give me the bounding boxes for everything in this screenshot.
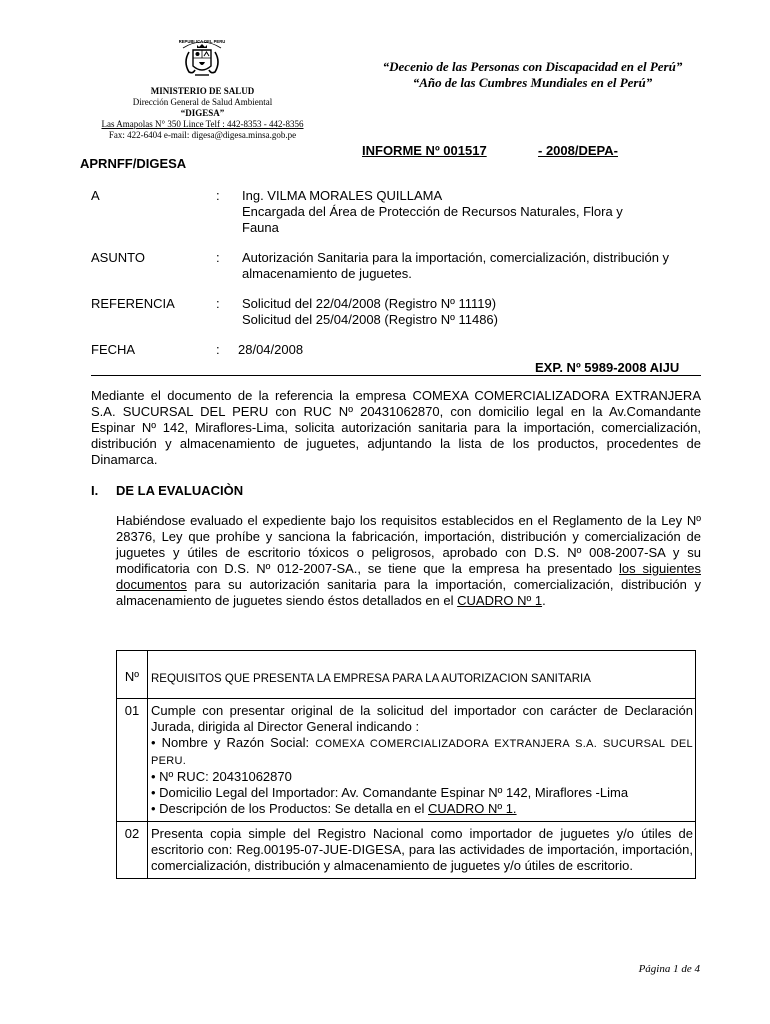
row-requirement-cell: [148, 699, 696, 822]
reference-list: [242, 296, 682, 328]
header-requirements-cell: REQUISITOS QUE PRESENTA LA EMPRESA PARA LA AUTORIZACION SANITARIA: [148, 651, 696, 699]
list-item-label: Domicilio Legal del Importador:: [159, 785, 339, 800]
page-number: Página 1 de 4: [638, 963, 700, 975]
requirements-table: [116, 650, 696, 879]
cuadro-reference: CUADRO Nº 1: [457, 593, 543, 608]
decade-motto: [355, 59, 710, 91]
list-item: • Nombre y Razón Social: COMEXA COMERCIALIZADORA EXTRANJERA S.A. SUCURSAL DEL PERU.: [151, 735, 693, 767]
date-label: FECHA: [91, 342, 136, 357]
seal-text: REPUBLICA DEL PERU: [178, 39, 226, 44]
peru-coat-of-arms-seal: [177, 34, 227, 84]
office-code: APRNFF/DIGESA: [80, 156, 187, 171]
table-row: [117, 699, 696, 822]
list-item: • Domicilio Legal del Importador: Av. Comandante Espinar Nº 142, Miraflores -Lima: [151, 785, 629, 800]
to-recipient: [242, 188, 662, 236]
agency-address: Las Amapolas N° 350 Lince Telf : 442-8353 - 442-8356: [101, 119, 304, 129]
agency-acronym: “DIGESA”: [180, 108, 225, 118]
to-label: A: [91, 188, 100, 203]
section-number: I.: [91, 483, 99, 498]
reference-item-2: Solicitud del 25/04/2008 (Registro Nº 11486): [242, 312, 498, 327]
subject-label: ASUNTO: [91, 250, 145, 265]
list-item-text: Descripción de los Productos: Se detalla en el: [159, 801, 428, 816]
to-colon: :: [216, 188, 220, 203]
list-item-text: Nº RUC: 20431062870: [159, 769, 292, 784]
table-header-row: [117, 651, 696, 699]
list-item-value: Av. Comandante Espinar Nº 142, Miraflores -Lima: [341, 785, 629, 800]
evaluation-paragraph: [116, 513, 701, 609]
recipient-position: Encargada del Área de Protección de Recursos Naturales, Flora y Fauna: [242, 204, 623, 235]
subject-text: Autorización Sanitaria para la importación, comercialización, distribución y almacenamiento de juguetes.: [242, 250, 670, 281]
directorate-name: Dirección General de Salud Ambiental: [132, 97, 273, 107]
list-item-value: COMEXA COMERCIALIZADORA EXTRANJERA S.A. SUCURSAL DEL PERU.: [151, 738, 693, 767]
recipient-name: Ing. VILMA MORALES QUILLAMA: [242, 188, 443, 203]
agency-fax-email: Fax: 422-6404 e-mail: digesa@digesa.minsa.gob.pe: [108, 130, 297, 140]
row1-intro: Cumple con presentar original de la solicitud del importador con carácter de Declaración Jurada, dirigida al Director General indicando :: [151, 703, 693, 734]
documents-link-text: los siguientes documentos: [116, 561, 701, 592]
header-number-cell: Nº: [117, 651, 148, 699]
table-row: [117, 822, 696, 879]
reference-label: REFERENCIA: [91, 296, 175, 311]
list-item: • Descripción de los Productos: Se detalla en el CUADRO Nº 1.: [151, 801, 517, 816]
evaluation-text-end: .: [542, 593, 546, 608]
divider-line: [91, 375, 701, 376]
subject-colon: :: [216, 250, 220, 265]
list-item-label: Nombre y Razón Social:: [161, 735, 310, 750]
evaluation-text-b: para su autorización sanitaria para la importación, comercialización, distribución y almacenamiento de juguetes siendo éstos detallados en el: [116, 577, 701, 608]
reference-colon: :: [216, 296, 220, 311]
expedient-number: EXP. Nº 5989-2008 AIJU: [535, 360, 680, 375]
report-number-suffix: - 2008/DEPA-: [538, 143, 618, 158]
row-requirement-cell: Presenta copia simple del Registro Nacional como importador de juguetes y/o útiles de escritorio con: Reg.00195-07-JUE-DIGESA, para las actividades de importación, importación, comercialización, distribución y almacenamiento de juguetes y/o útiles de escritorio.: [148, 822, 696, 879]
evaluation-text-a: Habiéndose evaluado el expediente bajo los requisitos establecidos en el Reglamento de la Ley Nº 28376, Ley que prohíbe y sanciona la fabricación, importación, distribución y comercialización de juguetes y útiles de escritorio tóxicos o peligrosos, aprobado con D.S. Nº 008-2007-SA y su modificatoria con D.S. Nº 012-2007-SA., se tiene que la empresa ha presentado: [116, 513, 701, 576]
motto-line-2: “Año de las Cumbres Mundiales en el Perú”: [412, 75, 653, 90]
row-number-cell: 01: [117, 699, 148, 822]
date-value: 28/04/2008: [238, 342, 304, 357]
list-item: • Nº RUC: 20431062870: [151, 769, 292, 784]
reference-item-1: Solicitud del 22/04/2008 (Registro Nº 11119): [242, 296, 497, 311]
report-number: INFORME Nº 001517: [362, 143, 487, 158]
motto-line-1: “Decenio de las Personas con Discapacidad en el Perú”: [382, 59, 683, 74]
ministry-name: MINISTERIO DE SALUD: [150, 86, 255, 96]
row-number-cell: 02: [117, 822, 148, 879]
section-title: DE LA EVALUACIÒN: [116, 483, 244, 498]
cuadro-reference: CUADRO Nº 1.: [428, 801, 517, 816]
intro-paragraph: Mediante el documento de la referencia la empresa COMEXA COMERCIALIZADORA EXTRANJERA S.A. SUCURSAL DEL PERU con RUC Nº 20431062870, con domicilio legal en la Av.Comandante Espinar Nº 142, Miraflores-Lima, solicita autorización sanitaria para la importación, comercialización, distribución y almacenamiento de juguetes, adjuntando la lista de los productos, procedentes de Dinamarca.: [91, 388, 701, 467]
date-colon: :: [216, 342, 220, 357]
